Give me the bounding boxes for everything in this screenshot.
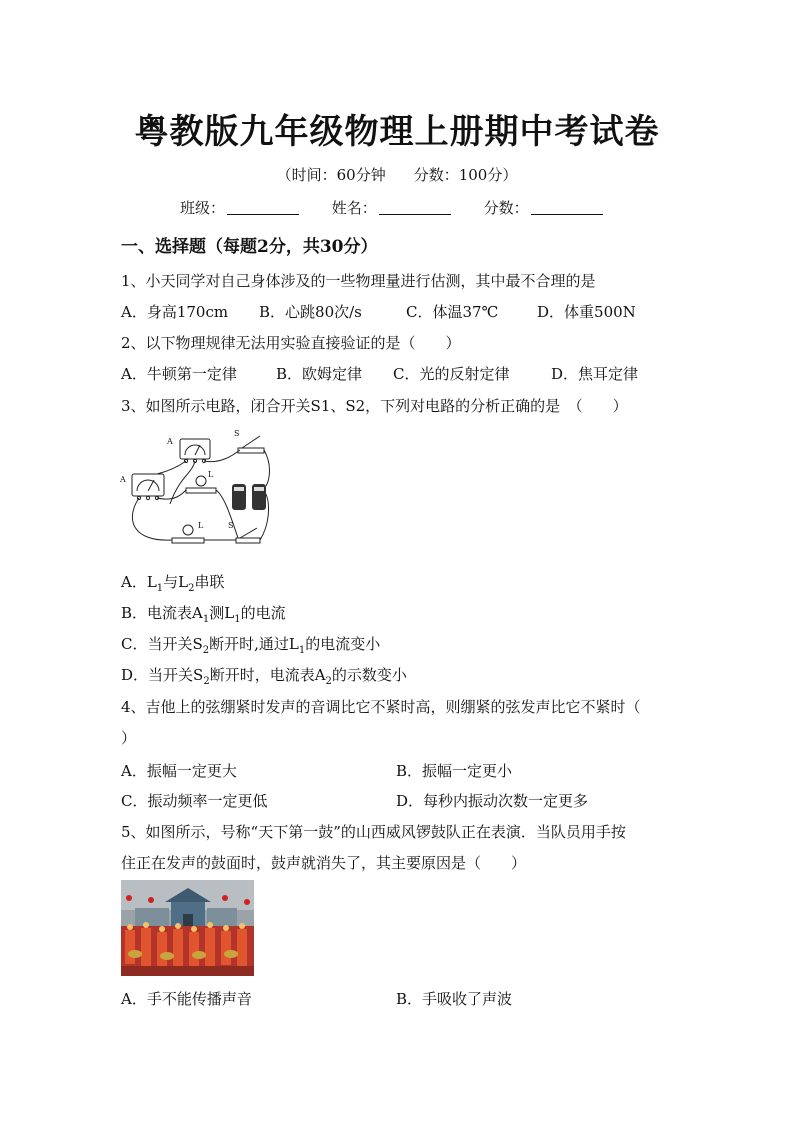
class-blank: [227, 200, 299, 215]
question-5-text-line1: 5、如图所示，号称“天下第一鼓”的山西威风锣鼓队正在表演．当队员用手按: [121, 823, 626, 841]
label-a1: A: [120, 475, 126, 484]
page-title: 粤教版九年级物理上册期中考试卷: [134, 112, 660, 152]
question-5-options-row1: [121, 988, 681, 1009]
bulb-l1-icon: [196, 476, 206, 486]
label-l1: L: [208, 470, 214, 479]
class-label: 班级：: [180, 199, 226, 217]
question-4-options-row1: [121, 760, 681, 781]
option: D．焦耳定律: [551, 365, 639, 383]
exam-subtitle: [0, 164, 794, 185]
name-label: 姓名：: [331, 199, 377, 217]
question-1-options: [121, 301, 636, 322]
option: B．心跳80次/s: [259, 303, 362, 321]
name-blank: [379, 200, 451, 215]
bulb-l1-base: [186, 488, 216, 493]
question-4-text-line2: ）: [121, 729, 137, 747]
question-3-option-b: B．电流表$A_1$测$L_1$的电流: [121, 604, 286, 625]
label-s2: S: [228, 521, 234, 530]
score-label: 分数：: [483, 199, 529, 217]
option: D．体重500N: [537, 303, 636, 321]
ammeter-a2: [180, 439, 210, 459]
question-1-text: 1、小天同学对自己身体涉及的一些物理量进行估测，其中最不合理的是: [121, 272, 596, 290]
section-heading: 一、选择题（每题2分，共30分）: [121, 237, 378, 257]
time-info: （时间：60分钟: [276, 166, 386, 184]
question-3-option-d: D．当开关$S_2$断开时，电流表$A_2$的示数变小: [121, 666, 407, 687]
question-3-option-a: A．$L_1$与$L_2$串联: [121, 573, 225, 594]
option: B．振幅一定更小: [396, 762, 513, 780]
question-2-text: 2、以下物理规律无法用实验直接验证的是（ ）: [121, 334, 461, 352]
bulb-l2-icon: [183, 525, 193, 535]
option: C．光的反射定律: [393, 365, 510, 383]
option: A．身高170cm: [121, 303, 229, 321]
question-4-text-line1: 4、吉他上的弦绷紧时发声的音调比它不紧时高，则绷紧的弦发声比它不紧时（: [121, 698, 641, 716]
option: C．振动频率一定更低: [121, 792, 268, 810]
question-2-options: [121, 363, 638, 384]
label-s1: S: [234, 429, 240, 438]
circuit-figure: [120, 424, 280, 556]
score-blank: [531, 200, 603, 215]
option: B．欧姆定律: [276, 365, 363, 383]
drum-team-photo: [121, 880, 254, 976]
option: A．牛顿第一定律: [121, 365, 237, 383]
bulb-l2-base: [172, 538, 204, 543]
ammeter-a1: [132, 474, 164, 496]
option: B．手吸收了声波: [396, 990, 513, 1008]
score-info: 分数：100分）: [413, 166, 518, 184]
label-l2: L: [198, 521, 204, 530]
option: C．体温37℃: [406, 303, 499, 321]
option: A．振幅一定更大: [121, 762, 237, 780]
option: D．每秒内振动次数一定更多: [396, 792, 589, 810]
question-4-options-row2: [121, 790, 681, 811]
option: A．手不能传播声音: [121, 990, 252, 1008]
question-3-option-c: C．当开关$S_2$断开时,通过$L_1$的电流变小: [121, 635, 381, 656]
switch-s2: [236, 538, 260, 543]
question-3-text: 3、如图所示电路，闭合开关S1、S2，下列对电路的分析正确的是 （ ）: [121, 397, 628, 415]
question-5-text-line2: 住正在发声的鼓面时，鼓声就消失了，其主要原因是（ ）: [121, 854, 527, 872]
student-info-line: [180, 197, 631, 218]
switch-s1: [238, 448, 264, 453]
battery-pack: [232, 484, 266, 510]
label-a2: A: [167, 437, 173, 446]
